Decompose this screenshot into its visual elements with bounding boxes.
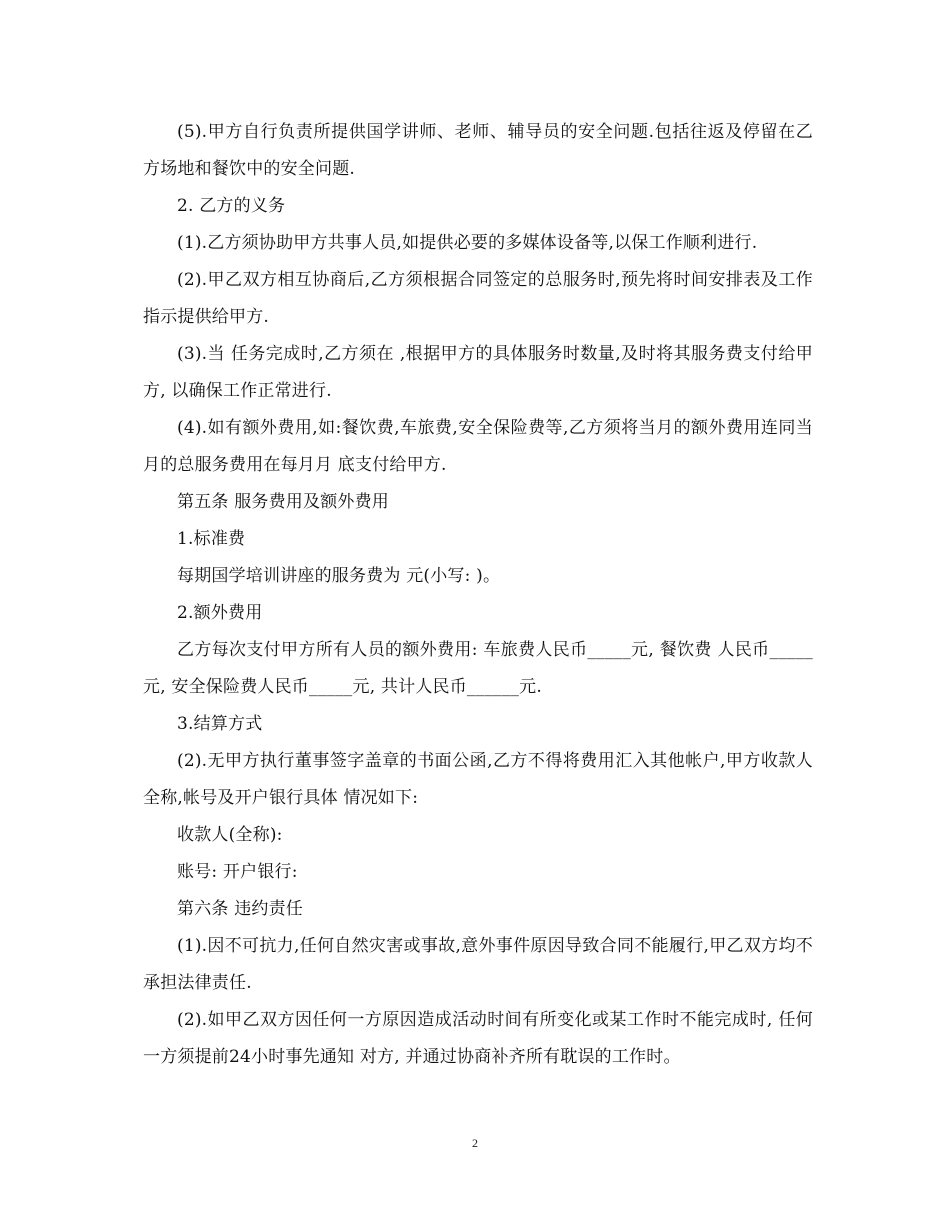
section-heading: 2.额外费用 <box>177 603 263 623</box>
section-heading: 2. 乙方的义务 <box>177 196 286 216</box>
document-body <box>143 114 813 1076</box>
article-heading: 第五条 服务费用及额外费用 <box>177 492 390 512</box>
paragraph: (3).当 任务完成时,乙方须在 ,根据甲方的具体服务时数量,及时将其服务费支付给甲方, 以确保工作正常进行. <box>143 344 813 401</box>
paragraph: (2).甲乙双方相互协商后,乙方须根据合同签定的总服务时,预先将时间安排表及工作指示提供给甲方. <box>143 270 813 327</box>
page-number: 2 <box>472 1136 478 1150</box>
paragraph: 每期国学培训讲座的服务费为 元(小写: )。 <box>177 566 501 586</box>
account-line: 账号: 开户银行: <box>177 862 298 882</box>
paragraph: (1).乙方须协助甲方共事人员,如提供必要的多媒体设备等,以保工作顺利进行. <box>177 233 758 253</box>
paragraph: 乙方每次支付甲方所有人员的额外费用: 车旅费人民币_____元, 餐饮费 人民币_____元, 安全保险费人民币_____元, 共计人民币______元. <box>143 640 813 697</box>
paragraph: (2).无甲方执行董事签字盖章的书面公函,乙方不得将费用汇入其他帐户,甲方收款人全称,帐号及开户银行具体 情况如下: <box>143 751 813 808</box>
section-heading: 1.标准费 <box>177 529 246 549</box>
article-heading: 第六条 违约责任 <box>177 899 304 919</box>
section-heading: 3.结算方式 <box>177 714 263 734</box>
paragraph: (2).如甲乙双方因任何一方原因造成活动时间有所变化或某工作时不能完成时, 任何一方须提前24小时事先通知 对方, 并通过协商补齐所有耽误的工作时。 <box>143 1010 813 1067</box>
paragraph: (1).因不可抗力,任何自然灾害或事故,意外事件原因导致合同不能履行,甲乙双方均不承担法律责任. <box>143 936 813 993</box>
payee-line: 收款人(全称): <box>177 825 283 845</box>
paragraph: (4).如有额外费用,如:餐饮费,车旅费,安全保险费等,乙方须将当月的额外费用连同当月的总服务费用在每月月 底支付给甲方. <box>143 418 813 475</box>
paragraph: (5).甲方自行负责所提供国学讲师、老师、辅导员的安全问题.包括往返及停留在乙方场地和餐饮中的安全问题. <box>143 122 813 179</box>
